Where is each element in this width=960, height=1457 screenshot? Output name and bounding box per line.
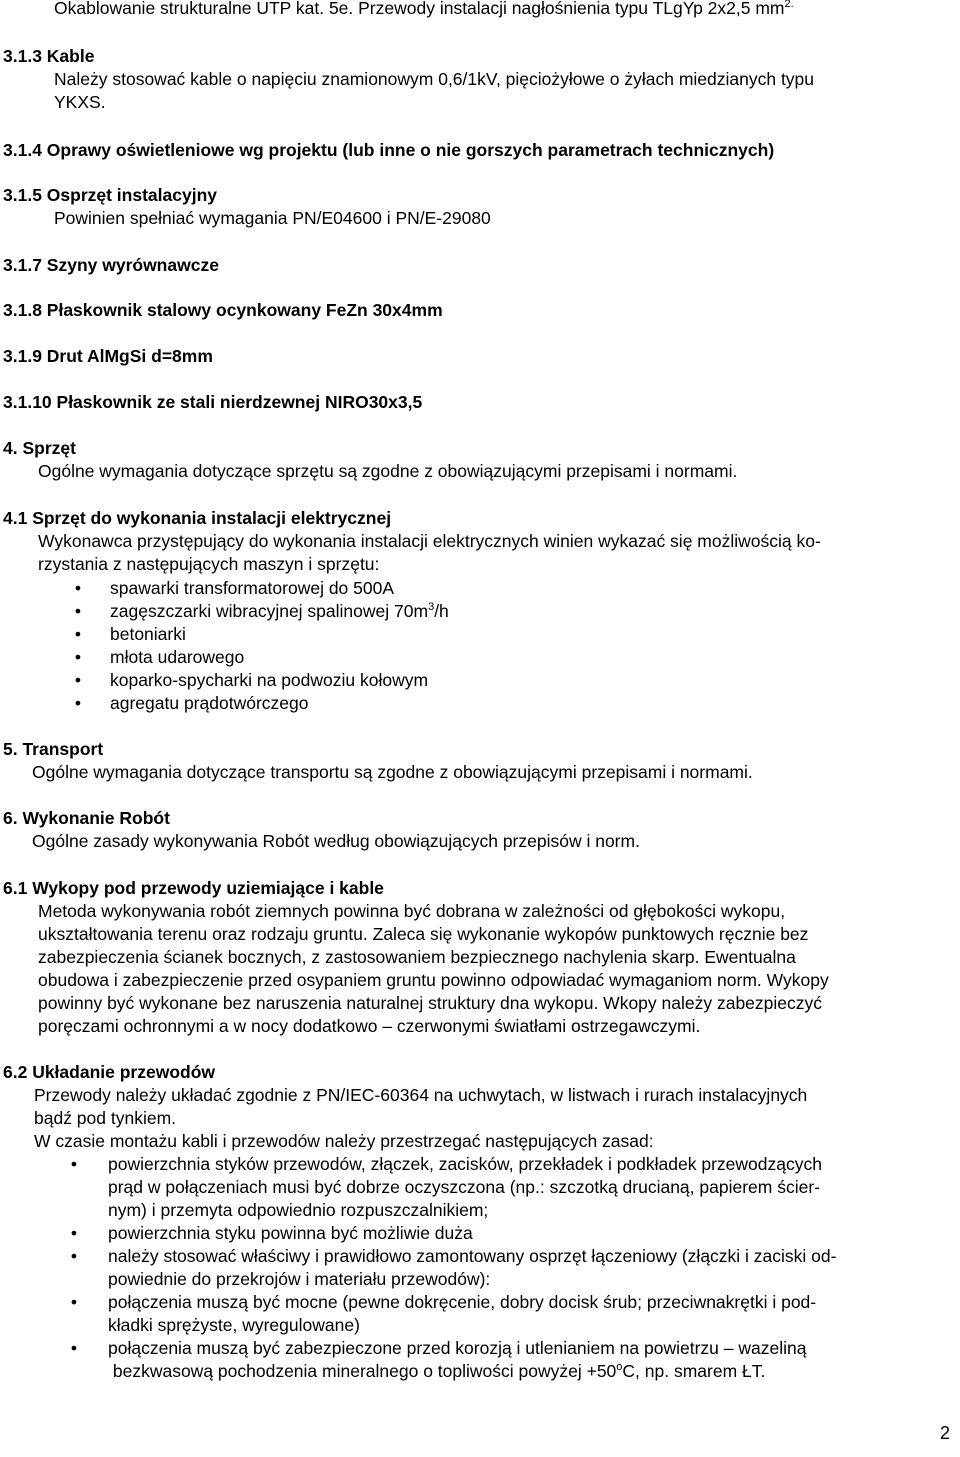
section-heading-3-1-8: 3.1.8 Płaskownik stalowy ocynkowany FeZn 30x4mm [3, 300, 443, 320]
list-item-line: należy stosować właściwy i prawidłowo zamontowany osprzęt łączeniowy (złączki i zaciski od- [108, 1246, 837, 1266]
list-item: zagęszczarki wibracyjnej spalinowej $70m^3/h$ [110, 601, 449, 621]
paragraph-line: Metoda wykonywania robót ziemnych powinna być dobrana w zależności od głębokości wykopu, [38, 901, 786, 921]
top-line: Okablowanie strukturalne UTP kat. 5e. Przewody instalacji nagłośnienia typu TLgYp 2x2,5 $mm^{2.}$ [54, 0, 794, 18]
section-heading-3-1-5: 3.1.5 Osprzęt instalacyjny [3, 185, 217, 205]
bullet-icon: • [74, 693, 82, 713]
bullet-icon: • [70, 1246, 78, 1266]
section-body-line: Wykonawca przystępujący do wykonania instalacji elektrycznych winien wykazać się możliwością ko- [38, 531, 821, 551]
section-heading-3-1-7: 3.1.7 Szyny wyrównawcze [3, 255, 219, 275]
paragraph-line: obudowa i zabezpieczenie przed osypaniem gruntu powinno odpowiadać wymaganiom norm. Wykopy [38, 970, 829, 990]
bullet-icon: • [70, 1223, 78, 1243]
bullet-icon: • [74, 578, 82, 598]
bullet-icon: • [74, 647, 82, 667]
list-item-line: powierzchnia styków przewodów, złączek, zacisków, przekładek i podkładek przewodzących [108, 1154, 822, 1174]
section-heading-6: 6. Wykonanie Robót [3, 808, 170, 828]
bullet-icon: • [74, 624, 82, 644]
section-heading-4: 4. Sprzęt [3, 438, 76, 458]
list-item: betoniarki [110, 624, 186, 644]
section-body-line: Przewody należy układać zgodnie z PN/IEC-60364 na uchwytach, w listwach i rurach instalacyjnych [34, 1085, 808, 1105]
section-heading-3-1-4: 3.1.4 Oprawy oświetleniowe wg projektu (lub inne o nie gorszych parametrach technicznych) [3, 140, 775, 160]
section-heading-3-1-9: 3.1.9 Drut AlMgSi d=8mm [3, 346, 213, 366]
section-body-line: bądź pod tynkiem. [34, 1108, 177, 1128]
section-heading-4-1: 4.1 Sprzęt do wykonania instalacji elektrycznej [3, 508, 392, 528]
section-body-line: W czasie montażu kabli i przewodów należy przestrzegać następujących zasad: [34, 1131, 654, 1151]
section-heading-3-1-10: 3.1.10 Płaskownik ze stali nierdzewnej NIRO30x3,5 [3, 392, 423, 412]
bullet-icon: • [74, 601, 82, 621]
paragraph-line: poręczami ochronnymi a w nocy dodatkowo – czerwonymi światłami ostrzegawczymi. [38, 1016, 701, 1036]
list-item: młota udarowego [110, 647, 245, 667]
section-heading-6-1: 6.1 Wykopy pod przewody uziemiające i kable [3, 878, 384, 898]
list-item [108, 1337, 952, 1383]
list-item [108, 1245, 952, 1291]
bullet-icon: • [70, 1154, 78, 1174]
list-item-line: połączenia muszą być zabezpieczone przed korozją i utlenianiem na powietrzu – wazeliną [108, 1338, 807, 1358]
list-item: powierzchnia styku powinna być możliwie duża [108, 1223, 473, 1243]
list-item-line: powiednie do przekrojów i materiału przewodów): [108, 1269, 491, 1289]
paragraph-line: zabezpieczenia ścianek bocznych, z zastosowaniem bezpiecznego nachylenia skarp. Ewentualna [38, 947, 796, 967]
list-item: spawarki transformatorowej do 500A [110, 578, 395, 598]
section-body-line: Ogólne wymagania dotyczące sprzętu są zgodne z obowiązującymi przepisami i normami. [38, 461, 738, 481]
bullet-icon: • [70, 1338, 78, 1358]
section-body-line: Należy stosować kable o napięciu znamionowym 0,6/1kV, pięciożyłowe o żyłach miedzianych typu [54, 69, 815, 89]
section-heading-6-2: 6.2 Układanie przewodów [3, 1062, 215, 1082]
bullet-icon: • [70, 1292, 78, 1312]
section-body-line: YKXS. [54, 92, 106, 112]
section-body-line: Powinien spełniać wymagania PN/E04600 i PN/E-29080 [54, 208, 491, 228]
section-body-line: rzystania z następujących maszyn i sprzętu: [38, 554, 380, 574]
section-heading-3-1-3: 3.1.3 Kable [3, 46, 95, 66]
paragraph-line: ukształtowania terenu oraz rodzaju gruntu. Zaleca się wykonanie wykopów punktowych ręcznie bez [38, 924, 809, 944]
section-body-line: Ogólne wymagania dotyczące transportu są zgodne z obowiązującymi przepisami i normami. [32, 762, 753, 782]
section-heading-5: 5. Transport [3, 739, 104, 759]
list-item-line: połączenia muszą być mocne (pewne dokręcenie, dobry docisk śrub; przeciwnakrętki i pod- [108, 1292, 817, 1312]
list-item-line: kładki sprężyste, wyregulowane) [108, 1315, 360, 1335]
bullet-icon: • [74, 670, 82, 690]
list-item [108, 1291, 952, 1337]
list-item: koparko-spycharki na podwoziu kołowym [110, 670, 429, 690]
list-item-line: nym) i przemyta odpowiednio rozpuszczalnikiem; [108, 1200, 489, 1220]
section-body-line: Ogólne zasady wykonywania Robót według obowiązujących przepisów i norm. [32, 831, 640, 851]
list-item-line: bezkwasową pochodzenia mineralnego o topliwości powyżej $+50^oC$, np. smarem ŁT. [108, 1361, 766, 1381]
list-item-line: prąd w połączeniach musi być dobrze oczyszczona (np.: szczotką drucianą, papierem ścier- [108, 1177, 820, 1197]
page-number: 2 [939, 1423, 950, 1443]
paragraph-line: powinny być wykonane bez naruszenia naturalnej struktury dna wykopu. Wkopy należy zabezpieczyć [38, 993, 823, 1013]
list-item: agregatu prądotwórczego [110, 693, 309, 713]
list-item [108, 1153, 952, 1222]
section-paragraph [38, 900, 952, 1038]
